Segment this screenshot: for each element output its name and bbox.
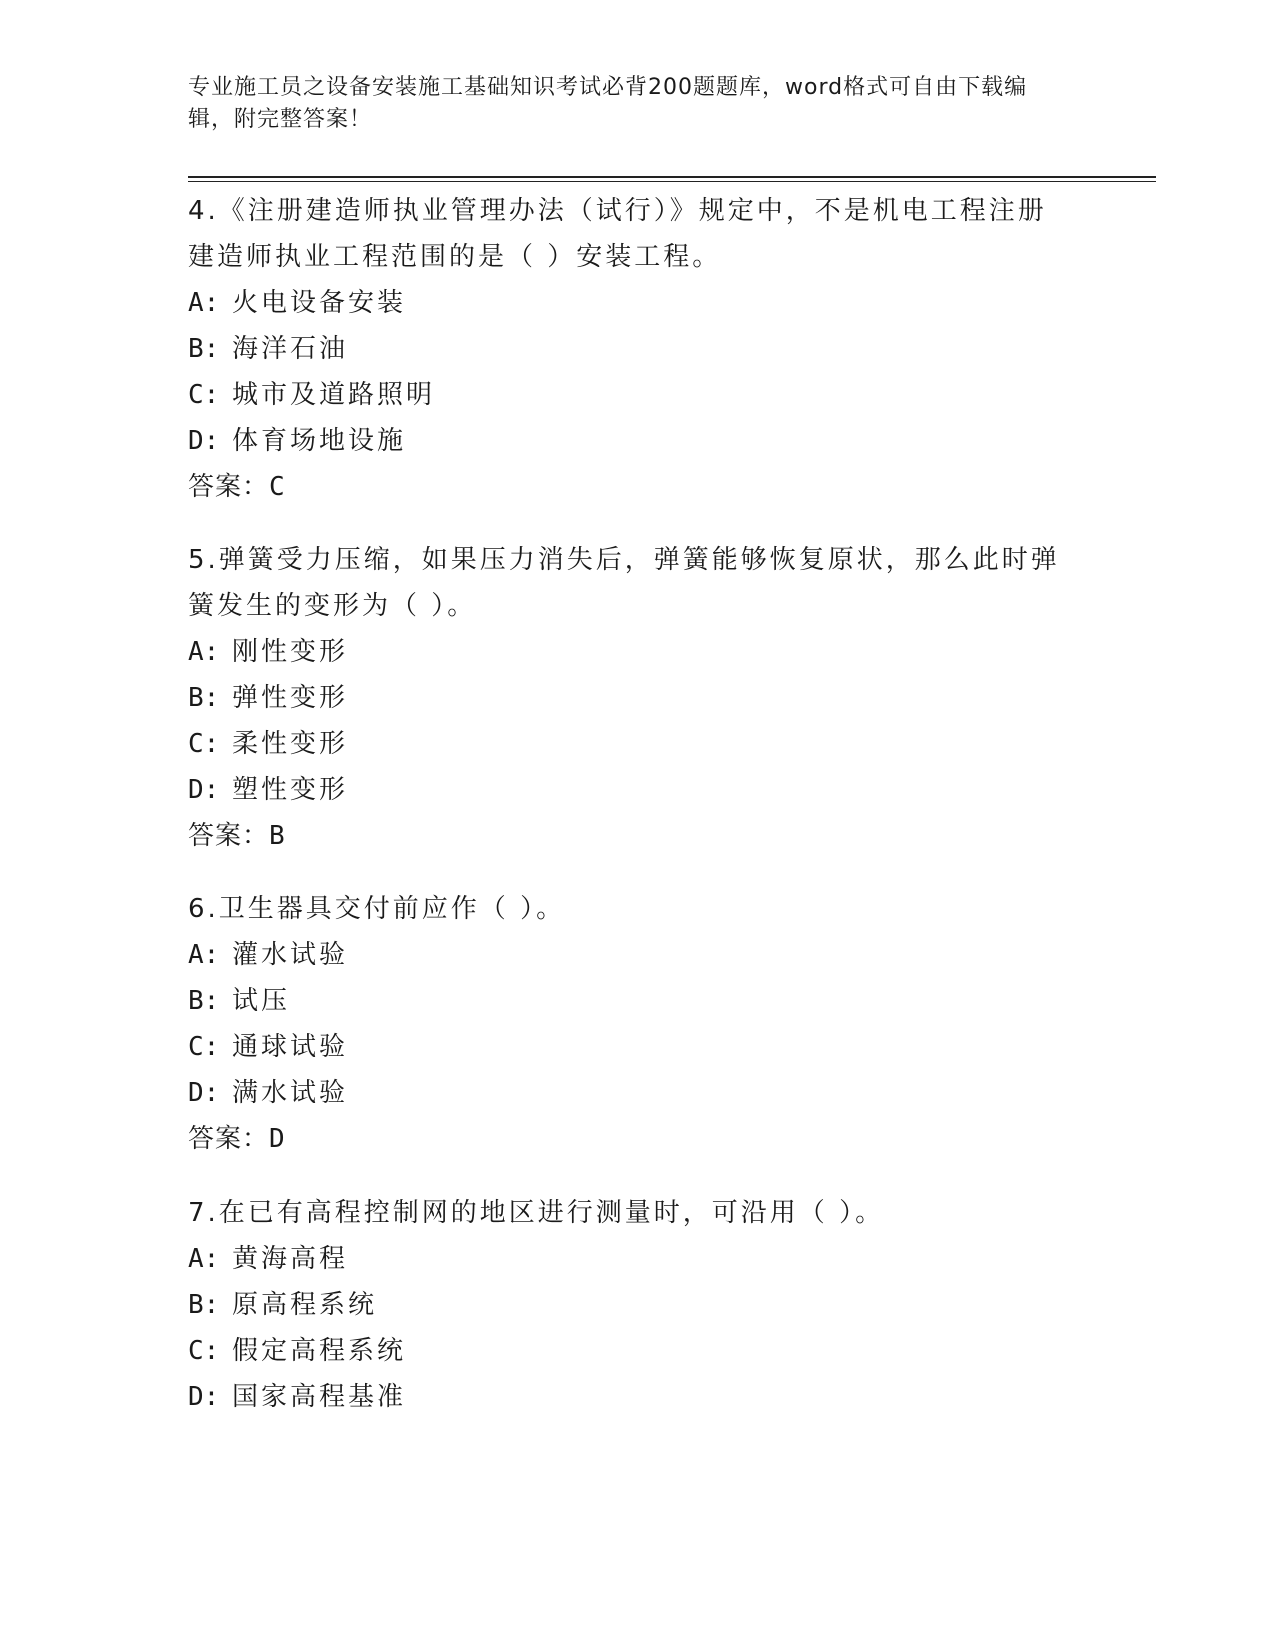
question-6 — [188, 886, 1068, 1162]
option-c — [188, 1328, 1068, 1374]
option-text: 城市及道路照明 — [232, 380, 436, 410]
answer-value: B — [269, 821, 286, 851]
option-text: 弹性变形 — [232, 683, 349, 713]
option-letter: D: — [188, 1382, 220, 1412]
option-text: 原高程系统 — [232, 1290, 378, 1320]
option-letter: D: — [188, 426, 220, 456]
answer-line — [188, 464, 1068, 510]
question-stem: 7.在已有高程控制网的地区进行测量时，可沿用（ ）。 — [188, 1198, 885, 1228]
answer-value: D — [269, 1124, 286, 1154]
option-c — [188, 372, 1068, 418]
option-letter: B: — [188, 683, 220, 713]
option-text: 通球试验 — [232, 1032, 349, 1062]
option-letter: B: — [188, 1290, 220, 1320]
option-letter: A: — [188, 637, 220, 667]
question-4 — [188, 188, 1068, 510]
option-text: 塑性变形 — [232, 775, 349, 805]
question-stem: 6.卫生器具交付前应作（ ）。 — [188, 894, 566, 924]
option-a — [188, 932, 1068, 978]
option-b — [188, 1282, 1068, 1328]
option-b — [188, 326, 1068, 372]
option-c — [188, 721, 1068, 767]
answer-label: 答案： — [188, 821, 270, 851]
question-5 — [188, 537, 1068, 859]
header-rule-thick — [188, 176, 1156, 178]
option-letter: B: — [188, 334, 220, 364]
option-d — [188, 767, 1068, 813]
question-stem: 5.弹簧受力压缩，如果压力消失后，弹簧能够恢复原状，那么此时弹簧发生的变形为（ ）。 — [188, 545, 1060, 621]
answer-line — [188, 813, 1068, 859]
option-text: 柔性变形 — [232, 729, 349, 759]
option-letter: A: — [188, 940, 220, 970]
option-text: 黄海高程 — [232, 1244, 349, 1274]
option-letter: C: — [188, 729, 220, 759]
option-b — [188, 675, 1068, 721]
option-text: 满水试验 — [232, 1078, 349, 1108]
option-letter: D: — [188, 775, 220, 805]
option-text: 国家高程基准 — [232, 1382, 407, 1412]
option-letter: C: — [188, 380, 220, 410]
option-text: 海洋石油 — [232, 334, 349, 364]
answer-line — [188, 1116, 1068, 1162]
question-stem: 4.《注册建造师执业管理办法（试行）》规定中，不是机电工程注册建造师执业工程范围的是（ ）安装工程。 — [188, 196, 1047, 272]
header-rule-thin — [188, 181, 1156, 182]
option-letter: C: — [188, 1336, 220, 1366]
option-d — [188, 1374, 1068, 1420]
document-header: 专业施工员之设备安装施工基础知识考试必背200题题库，word格式可自由下载编辑，附完整答案！ — [188, 75, 1028, 132]
option-b — [188, 978, 1068, 1024]
option-letter: D: — [188, 1078, 220, 1108]
answer-label: 答案： — [188, 1124, 270, 1154]
option-text: 假定高程系统 — [232, 1336, 407, 1366]
option-a — [188, 1236, 1068, 1282]
answer-label: 答案： — [188, 472, 270, 502]
answer-value: C — [269, 472, 286, 502]
option-text: 试压 — [232, 986, 291, 1016]
option-letter: A: — [188, 1244, 220, 1274]
option-text: 刚性变形 — [232, 637, 349, 667]
option-letter: B: — [188, 986, 220, 1016]
option-c — [188, 1024, 1068, 1070]
question-7 — [188, 1190, 1068, 1420]
option-letter: C: — [188, 1032, 220, 1062]
option-a — [188, 280, 1068, 326]
option-text: 火电设备安装 — [232, 288, 407, 318]
option-d — [188, 418, 1068, 464]
option-text: 灌水试验 — [232, 940, 349, 970]
option-a — [188, 629, 1068, 675]
option-text: 体育场地设施 — [232, 426, 407, 456]
option-letter: A: — [188, 288, 220, 318]
option-d — [188, 1070, 1068, 1116]
